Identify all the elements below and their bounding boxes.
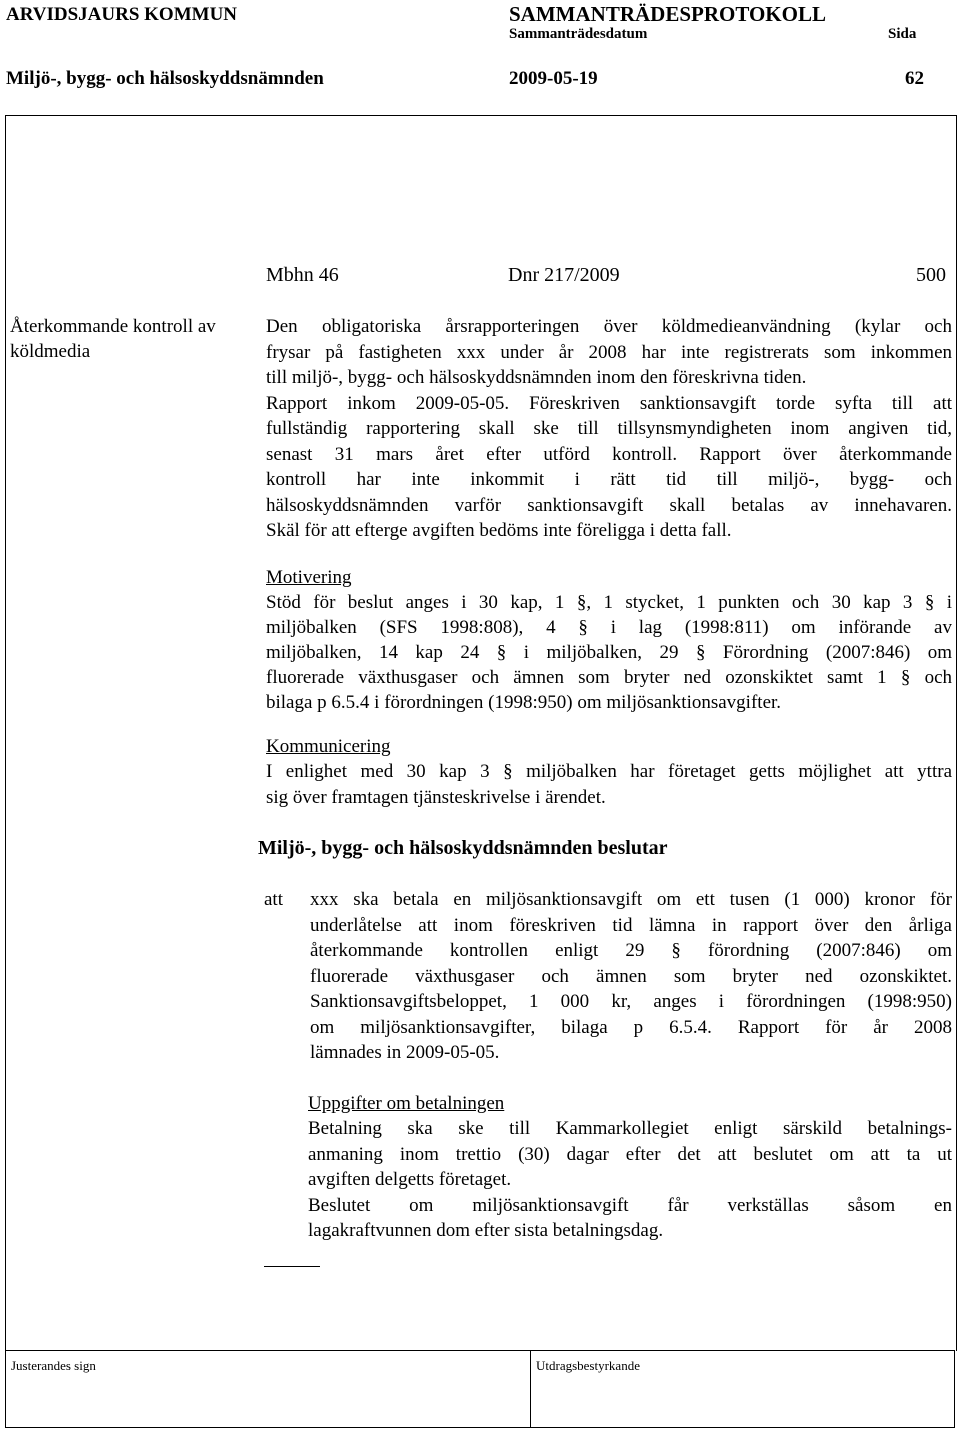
payment-line: lagakraftvunnen dom efter sista betalningsdag. xyxy=(308,1220,664,1241)
intro-line: frysar på fastigheten xxx under år 2008 har inte registrerats som inkommen xyxy=(266,341,952,363)
motivering-line-2 xyxy=(266,617,952,639)
intro-line: hälsoskyddsnämnden varför sanktionsavgift skall betalas av innehavaren. xyxy=(266,494,952,516)
certification-label: Utdragsbestyrkande xyxy=(536,1358,640,1373)
side-title-line-1: Återkommande kontroll av xyxy=(10,316,216,337)
intro-line: Skäl för att efterge avgiften bedöms inte föreligga i detta fall. xyxy=(266,520,732,541)
motivering-line-1 xyxy=(266,592,952,614)
archive-code: 500 xyxy=(916,264,946,286)
motivering-text: i xyxy=(946,592,953,613)
decision-text: underlåtelse att inom föreskriven tid lämna in rapport över den årliga xyxy=(310,914,952,936)
intro-line: Rapport inkom 2009-05-05. Föreskriven sanktionsavgift torde syfta till att xyxy=(266,392,952,414)
municipality-name: ARVIDSJAURS KOMMUN xyxy=(6,4,238,25)
meeting-date: 2009-05-19 xyxy=(509,68,598,89)
intro-line: senast 31 mars året efter utförd kontroll. Rapport över återkommande xyxy=(266,443,952,465)
paragraph-number: Mbhn 46 xyxy=(266,264,339,286)
kommunicering-line-2: sig över framtagen tjänsteskrivelse i ärendet. xyxy=(266,787,606,808)
end-rule xyxy=(264,1266,320,1267)
decision-text: fluorerade växthusgaser och ämnen som bryter ned ozonskiktet. xyxy=(310,965,952,987)
motivering-line-5: bilaga p 6.5.4 i förordningen (1998:950) om miljösanktionsavgifter. xyxy=(266,692,782,713)
motivering-line-4 xyxy=(266,667,952,689)
footer-divider xyxy=(530,1351,531,1427)
section-sign: § xyxy=(578,617,588,638)
motivering-text: Förordning (2007:846) om xyxy=(722,642,953,663)
intro-line: till miljö-, bygg- och hälsoskyddsnämnden inom den föreskrivna tiden. xyxy=(266,367,807,388)
section-sign: § xyxy=(924,592,935,613)
motivering-text: miljöbalken (SFS 1998:808), 4 xyxy=(266,617,556,638)
decision-heading: Miljö-, bygg- och hälsoskyddsnämnden beslutar xyxy=(258,837,668,859)
payment-heading: Uppgifter om betalningen xyxy=(308,1093,505,1114)
decision-text: återkommande kontrollen enligt 29 xyxy=(310,940,645,961)
document-frame xyxy=(5,115,957,1351)
page-number: 62 xyxy=(905,68,924,89)
section-sign: § xyxy=(671,940,681,961)
kommunicering-line-1 xyxy=(266,761,952,783)
section-sign: § xyxy=(496,642,507,663)
side-title-line-2: köldmedia xyxy=(10,341,91,362)
meeting-date-label: Sammanträdesdatum xyxy=(509,26,648,42)
decision-line xyxy=(310,915,952,937)
decision-att-label: att xyxy=(264,889,283,910)
decision-text: om miljösanktionsavgifter, bilaga p 6.5.4. Rapport för år 2008 xyxy=(310,1016,952,1038)
decision-line xyxy=(310,966,952,988)
payment-line: Beslutet om miljösanktionsavgift får verkställas såsom en xyxy=(308,1194,952,1216)
motivering-text: miljöbalken, 14 kap 24 xyxy=(266,642,480,663)
motivering-text: i miljöbalken, 29 xyxy=(523,642,679,663)
kommunicering-heading: Kommunicering xyxy=(266,736,391,757)
section-sign: § xyxy=(576,592,587,613)
payment-line: Betalning ska ske till Kammarkollegiet enligt särskild betalnings- xyxy=(308,1118,952,1139)
decision-text: xxx ska betala en miljösanktionsavgift om ett tusen (1 000) kronor för xyxy=(310,889,952,910)
decision-line xyxy=(310,889,952,911)
motivering-text: fluorerade växthusgaser och ämnen som bryter ned ozonskiktet samt 1 xyxy=(266,667,887,688)
committee-name: Miljö-, bygg- och hälsoskyddsnämnden xyxy=(6,68,324,89)
motivering-text: , 1 stycket, 1 punkten och 30 kap 3 xyxy=(586,592,913,613)
decision-text: lämnades in 2009-05-05. xyxy=(310,1042,500,1063)
decision-text: Sanktionsavgiftsbeloppet, 1 000 kr, anges i förordningen (1998:950) xyxy=(310,991,952,1012)
decision-line xyxy=(310,940,952,962)
kommunicering-text: miljöbalken har företaget getts möjlighet att yttra xyxy=(526,761,952,782)
section-sign: § xyxy=(503,761,513,782)
motivering-text: och xyxy=(924,667,953,688)
document-type: SAMMANTRÄDESPROTOKOLL xyxy=(509,2,826,26)
payment-line: avgiften delgetts företaget. xyxy=(308,1169,512,1190)
motivering-heading: Motivering xyxy=(266,567,352,588)
decision-line xyxy=(310,1017,952,1039)
payment-line: anmaning inom trettio (30) dagar efter det att beslutet om att ta ut xyxy=(308,1143,952,1165)
decision-line xyxy=(310,1042,499,1064)
signature-footer xyxy=(5,1350,955,1428)
motivering-text: i lag (1998:811) om införande av xyxy=(610,617,952,638)
intro-line: fullständig rapportering skall ske till tillsynsmyndigheten inom angiven tid, xyxy=(266,418,952,439)
intro-line: kontroll har inte inkommit i rätt tid till miljö-, bygg- och xyxy=(266,469,952,490)
decision-text: förordning (2007:846) om xyxy=(707,940,953,961)
motivering-line-3 xyxy=(266,642,952,664)
motivering-text: Stöd för beslut anges i 30 kap, 1 xyxy=(266,592,565,613)
decision-line xyxy=(310,991,952,1013)
page-label: Sida xyxy=(888,26,917,42)
section-sign: § xyxy=(695,642,706,663)
initials-label: Justerandes sign xyxy=(11,1358,96,1373)
intro-line: Den obligatoriska årsrapporteringen över köldmedieanvändning (kylar och xyxy=(266,316,952,337)
case-number: Dnr 217/2009 xyxy=(508,264,620,286)
section-sign: § xyxy=(900,667,911,688)
kommunicering-text: I enlighet med 30 kap 3 xyxy=(266,761,490,782)
